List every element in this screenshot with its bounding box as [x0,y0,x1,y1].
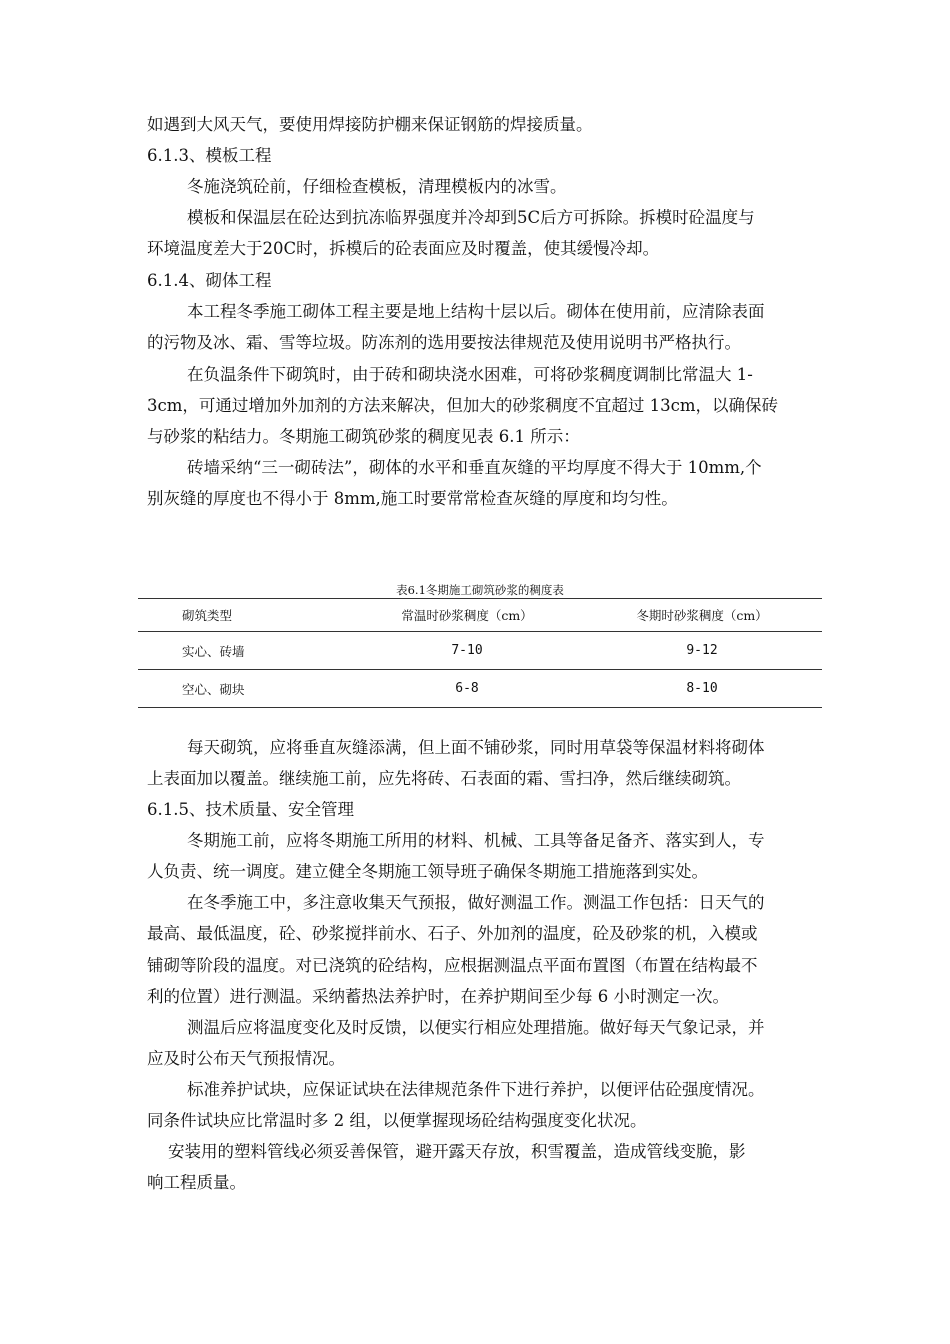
paragraph-line: 铺砌等阶段的温度。对已浇筑的砼结构，应根据测温点平面布置图（布置在结构最不 [147,956,758,975]
paragraph-line: 安装用的塑料管线必须妥善保管，避开露天存放，积雪覆盖，造成管线变脆，影 [168,1142,746,1161]
table-cell: 6-8 [352,670,582,708]
paragraph-line: 模板和保温层在砼达到抗冻临界强度并冷却到5C后方可拆除。拆模时砼温度与 [187,208,755,227]
paragraph-line: 如遇到大风天气，要使用焊接防护棚来保证钢筋的焊接质量。 [147,115,593,134]
table-cell: 7-10 [352,632,582,670]
table-row [138,632,822,670]
table-caption: 表6.1冬期施工砌筑砂浆的稠度表 [396,583,564,597]
section-heading-masonry: 6.1.4、砌体工程 [147,271,272,290]
table [138,598,822,708]
table-header-cell: 常温时砂浆稠度（cm） [352,599,582,632]
paragraph-line: 测温后应将温度变化及时反馈，以便实行相应处理措施。做好每天气象记录，并 [187,1018,765,1037]
table-cell: 实心、砖墙 [138,632,352,670]
paragraph-line: 利的位置）进行测温。采纳蓄热法养护时，在养护期间至少每 6 小时测定一次。 [147,987,729,1006]
paragraph-line: 同条件试块应比常温时多 2 组，以便掌握现场砼结构强度变化状况。 [147,1111,647,1130]
paragraph-line: 3cm，可通过增加外加剂的方法来解决，但加大的砂浆稠度不宜超过 13cm，以确保砖 [147,396,779,415]
paragraph-line: 应及时公布天气预报情况。 [147,1049,345,1068]
paragraph-line: 每天砌筑，应将垂直灰缝添满，但上面不铺砂浆，同时用草袋等保温材料将砌体 [187,738,765,757]
paragraph-line: 冬施浇筑砼前，仔细检查模板，清理模板内的冰雪。 [187,177,567,196]
paragraph-line: 别灰缝的厚度也不得小于 8mm,施工时要常常检查灰缝的厚度和均匀性。 [147,489,678,508]
paragraph-line: 响工程质量。 [147,1173,246,1192]
paragraph-line: 在冬季施工中，多注意收集天气预报，做好测温工作。测温工作包括：日天气的 [187,893,765,912]
table-header-cell: 冬期时砂浆稠度（cm） [582,599,822,632]
paragraph-line: 本工程冬季施工砌体工程主要是地上结构十层以后。砌体在使用前，应清除表面 [187,302,765,321]
paragraph-line: 环境温度差大于20C时，拆模后的砼表面应及时覆盖，使其缓慢冷却。 [147,239,660,258]
table-cell: 8-10 [582,670,822,708]
paragraph-line: 冬期施工前，应将冬期施工所用的材料、机械、工具等备足备齐、落实到人，专 [187,831,765,850]
paragraph-line: 最高、最低温度，砼、砂浆搅拌前水、石子、外加剂的温度，砼及砂浆的机，入模或 [147,924,758,943]
mortar-consistency-table [138,583,822,708]
paragraph-line: 与砂浆的粘结力。冬期施工砌筑砂浆的稠度见表 6.1 所示： [147,427,580,446]
table-row [138,670,822,708]
paragraph-line: 标准养护试块，应保证试块在法律规范条件下进行养护，以便评估砼强度情况。 [187,1080,765,1099]
paragraph-line: 砖墙采纳“三一砌砖法”，砌体的水平和垂直灰缝的平均厚度不得大于 10mm,个 [187,458,762,477]
table-cell: 空心、砌块 [138,670,352,708]
paragraph-line: 在负温条件下砌筑时，由于砖和砌块浇水困难，可将砂浆稠度调制比常温大 1- [187,365,753,384]
paragraph-line: 的污物及冰、霜、雪等垃圾。防冻剂的选用要按法律规范及使用说明书严格执行。 [147,333,741,352]
table-cell: 9-12 [582,632,822,670]
table-header-cell: 砌筑类型 [138,599,352,632]
table-header-row [138,599,822,632]
paragraph-line: 人负责、统一调度。建立健全冬期施工领导班子确保冬期施工措施落到实处。 [147,862,708,881]
section-heading-quality-safety: 6.1.5、技术质量、安全管理 [147,800,354,819]
paragraph-line: 上表面加以覆盖。继续施工前，应先将砖、石表面的霜、雪扫净，然后继续砌筑。 [147,769,741,788]
section-heading-formwork: 6.1.3、模板工程 [147,146,272,165]
